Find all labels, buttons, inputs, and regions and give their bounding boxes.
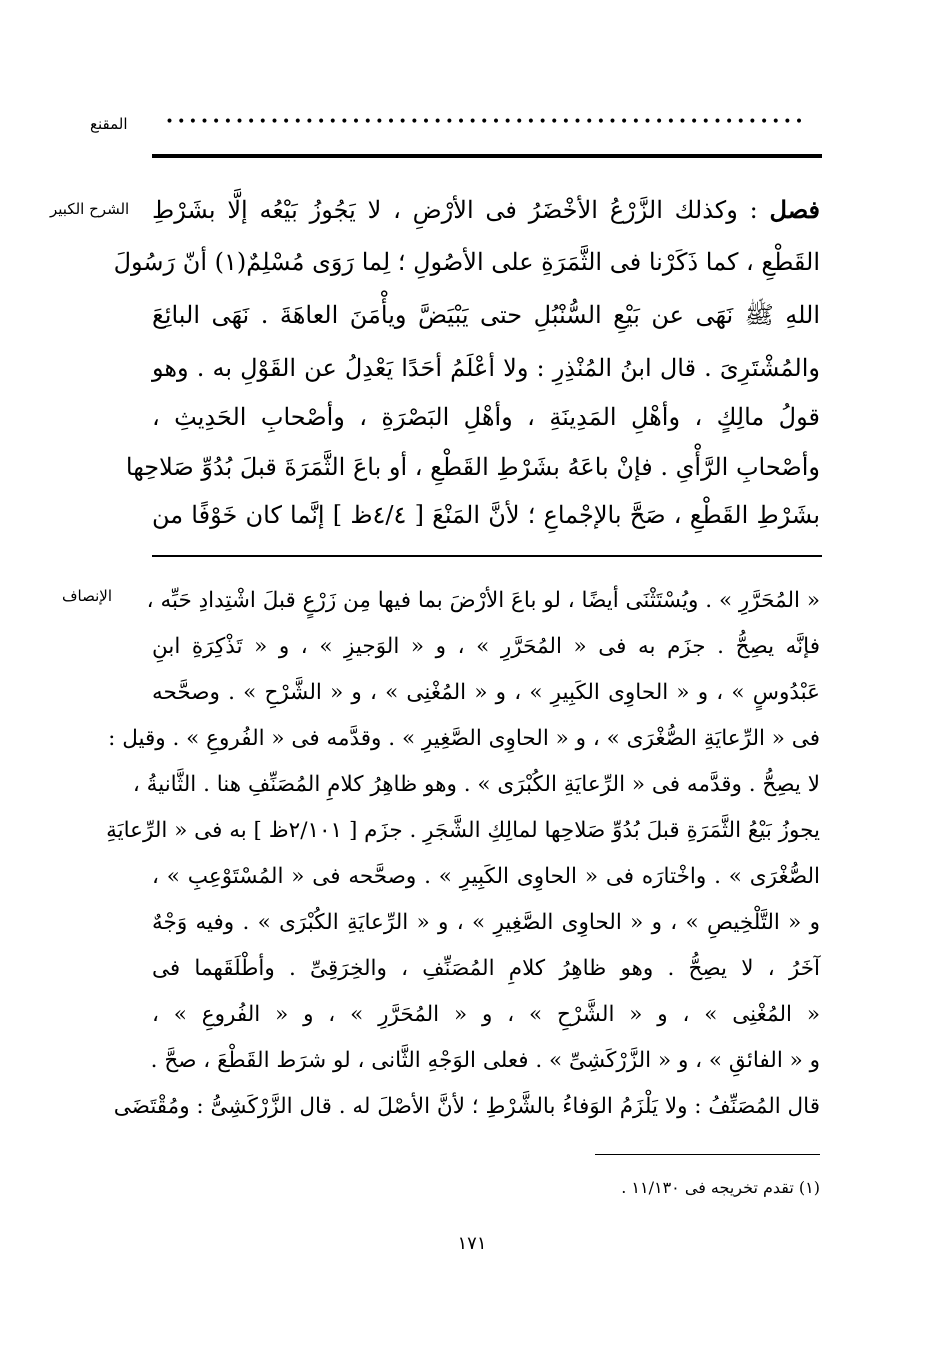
insaf-line-9: آخَرُ ، لا يصِحُّ . وهو ظاهِرُ كلامِ المُصَنِّفِ ، والخِرَقِىِّ . وأطْلَقَهما فى [152, 956, 820, 981]
sharh-line-1 [152, 181, 820, 239]
insaf-line-6: يجوزُ بَيْعُ الثَّمَرَةِ قبلَ بُدُوِّ صَلاحِها لمالِكِ الشَّجَرِ . جزَم [ ٢/١٠١ظ ] به فى « الرِّعايَةِ [106, 818, 820, 843]
insaf-line-8: و « التَّلْخِيصِ » ، و « الحاوِى الصَّغِيرِ » ، و « الرِّعايَةِ الكُبْرَى » . وفيه وَجْهٌ [152, 910, 820, 935]
section-divider [152, 555, 822, 557]
book-title-label: المقنع [90, 115, 128, 133]
section-label-insaf: الإنصاف [62, 587, 113, 605]
sharh-line-3: اللهِ ﷺ نَهَى عن بَيْعِ السُّنْبُلِ حتى يَبْيَضَّ ويأْمَنَ العاهَةَ . نَهَى البائِعَ [152, 301, 820, 329]
insaf-line-4: فى « الرِّعايَةِ الصُّغْرَى » ، و « الحاوِى الصَّغِيرِ » . وقدَّمه فى « الفُروعِ » . وقيل : [108, 726, 820, 751]
sharh-line-2: القَطْعِ ، كما ذَكَرْنا فى الثَّمَرَةِ على الأصُولِ ؛ لِما رَوَى مُسْلِمٌ(١) أنّ رَسُولَ [113, 248, 820, 276]
insaf-line-10: « المُغْنِى » ، و « الشَّرْحِ » ، و « المُحَرَّرِ » ، و « الفُروعِ » ، [152, 1002, 820, 1027]
sharh-line-5: قولُ مالِكٍ ، وأهْلِ المَدِينَةِ ، وأهْلِ البَصْرَةِ ، وأصْحابِ الحَدِيثِ ، [152, 403, 820, 431]
sharh-line-1-text: : وكذلك الزَّرْعُ الأخْضَرُ فى الأرْضِ ، لا يَجُوزُ بَيْعُه إلَّا بشَرْطِ [152, 196, 758, 224]
insaf-line-5: لا يصِحُّ . وقدَّمه فى « الرِّعايَةِ الكُبْرَى » . وهو ظاهِرُ كلامِ المُصَنِّفِ هنا . الثَّانيةُ ، [132, 772, 820, 797]
insaf-line-12: قال المُصَنِّفُ : ولا يَلْزَمُ الوَفاءُ بالشَّرْطِ ؛ لأنَّ الأصْلَ له . قال الزَّرْكَشِىُّ : ومُقْتَضَى [113, 1094, 820, 1119]
insaf-line-11: و « الفائقِ » ، و « الزَّرْكَشِىِّ » . فعلى الوَجْهِ الثَّانى ، لو شرَط القَطْعَ ، صحَّ . [150, 1048, 820, 1073]
insaf-line-1: « المُحَرَّرِ » . ويُسْتَثْنَى أيضًا ، لو باعَ الأرْضَ بما فيها مِن زَرْعٍ قبلَ اشْتِدادِ حَبِّه ، [146, 588, 820, 613]
sharh-line-4: والمُشْتَرِىَ . قال ابنُ المُنْذِرِ : ولا أعْلَمُ أحَدًا يَعْدِلُ عن القَوْلِ به . وهو [152, 354, 820, 382]
header-rule [152, 154, 822, 158]
section-lead-word: فصل [769, 195, 820, 224]
footnote: (١) تقدم تخريجه فى ١١/١٣٠ . [621, 1178, 820, 1197]
header-dots: ••••••••••••••••••••••••••••••••••••••••••••••••••••••• [165, 114, 807, 130]
insaf-line-3: عَبْدُوسٍ » ، و « الحاوِى الكَبِيرِ » ، و « المُغْنِى » ، و « الشَّرْحِ » . وصحَّحه [152, 680, 820, 705]
sharh-line-6: وأصْحابِ الرَّأْىِ . فإنْ باعَهُ بشَرْطِ القَطْعِ ، أو باعَ الثَّمَرَةَ قبلَ بُدُوِّ صَلاحِها [125, 453, 820, 481]
insaf-line-2: فإنَّه يصِحُّ . جزَم به فى « المُحَرَّرِ » ، و « الوَجيزِ » ، و « تَذْكِرَةِ ابنِ [152, 634, 820, 659]
section-label-sharh: الشرح الكبير [50, 200, 130, 218]
sharh-line-7: بشَرْطِ القَطْعِ ، صَحَّ بالإجْماعِ ؛ لأنَّ المَنْعَ [ ٤/٤ظ ] إنَّما كان خَوْفًا من [152, 501, 820, 529]
insaf-line-7: الصُّغْرَى » . واخْتارَه فى « الحاوِى الكَبِيرِ » . وصحَّحه فى « المُسْتَوْعِبِ » ، [152, 864, 820, 889]
page-number: ١٧١ [457, 1233, 487, 1254]
footnote-rule [595, 1154, 820, 1155]
